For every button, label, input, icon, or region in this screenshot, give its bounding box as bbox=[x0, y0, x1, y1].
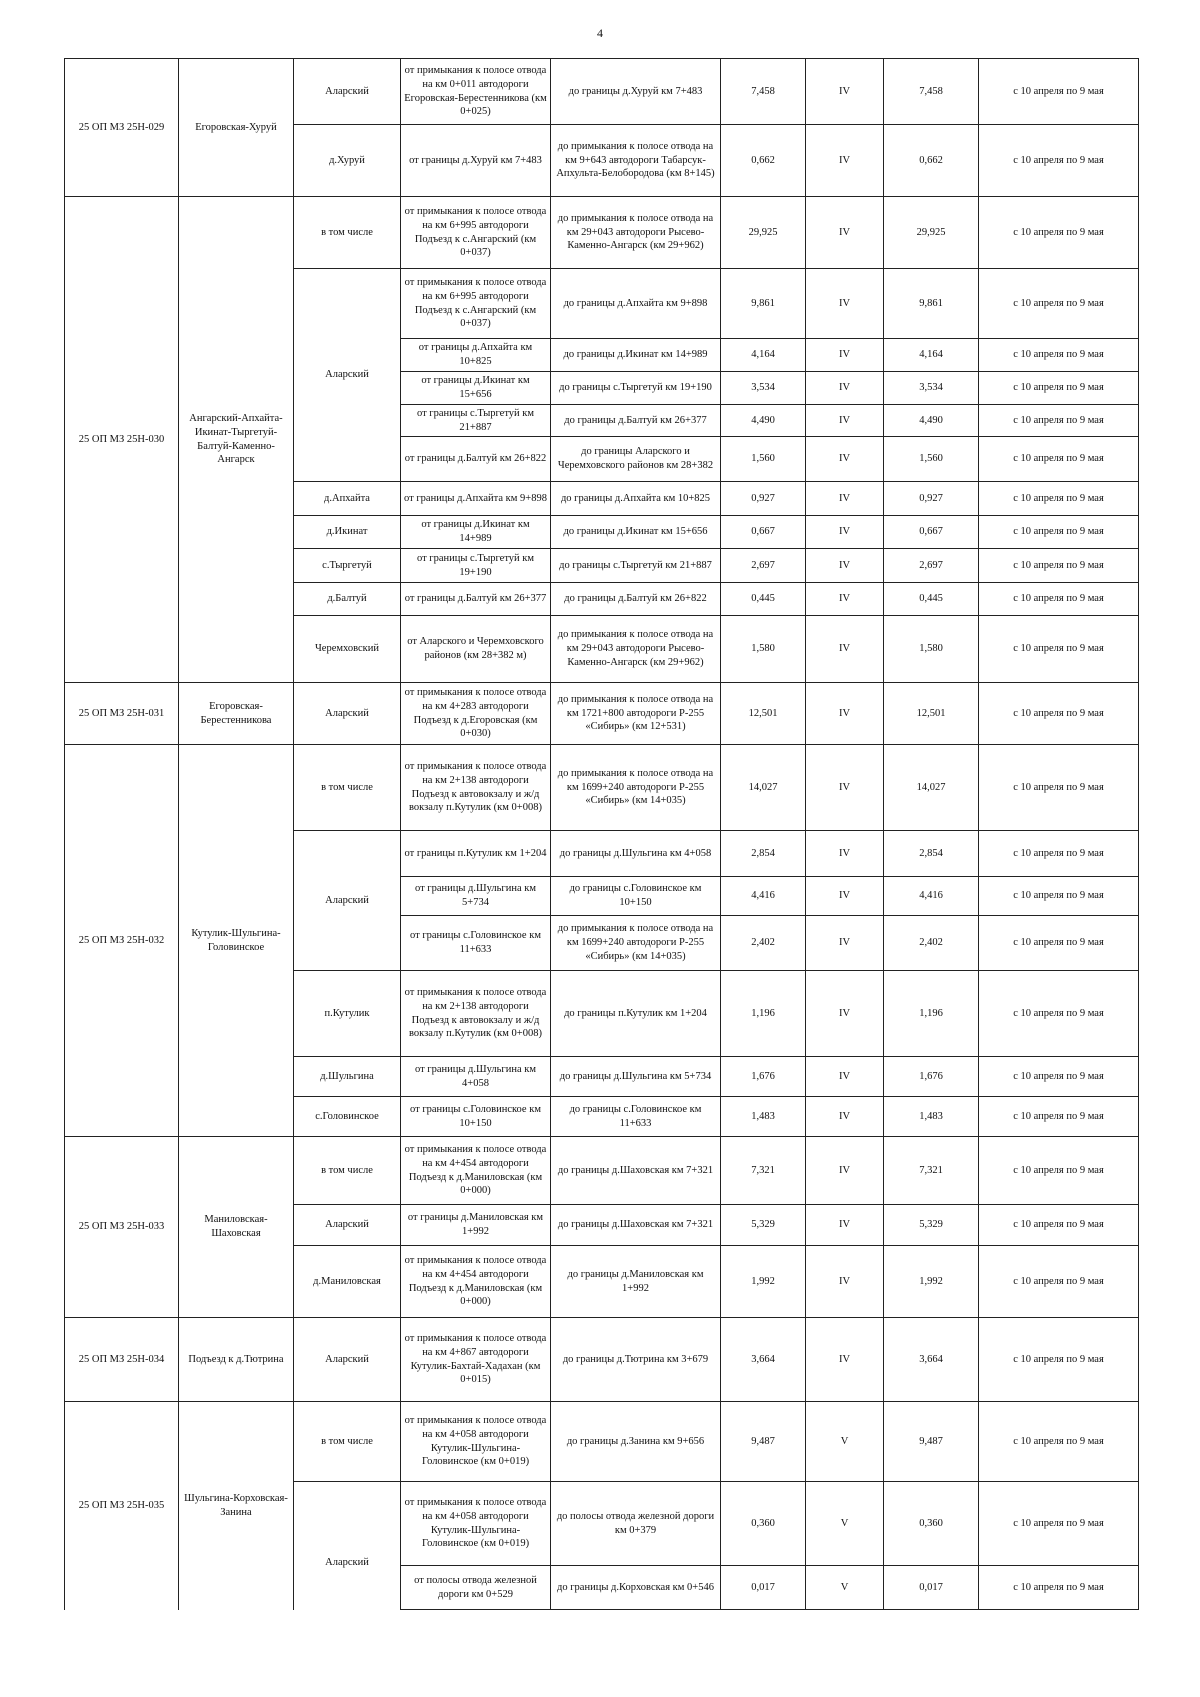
length-cell: 1,992 bbox=[721, 1246, 806, 1318]
category-cell: V bbox=[806, 1402, 884, 1482]
to-cell: до примыкания к полосе отвода на км 29+043 автодороги Рысево-Каменно-Ангарск (км 29+962) bbox=[551, 197, 721, 269]
from-cell: от примыкания к полосе отвода на км 4+283 автодороги Подъезд к д.Егоровская (км 0+030) bbox=[401, 683, 551, 745]
length-cell: 1,580 bbox=[721, 616, 806, 683]
district-cell: в том числе bbox=[294, 197, 401, 269]
category-cell: IV bbox=[806, 831, 884, 877]
district-cell: Аларский bbox=[294, 1482, 401, 1610]
road-code: 25 ОП МЗ 25Н-034 bbox=[65, 1318, 179, 1402]
to-cell: до границы д.Шаховская км 7+321 bbox=[551, 1137, 721, 1205]
period-cell: с 10 апреля по 9 мая bbox=[979, 1137, 1139, 1205]
district-cell: п.Кутулик bbox=[294, 971, 401, 1057]
page-number: 4 bbox=[597, 26, 603, 40]
to-cell: до границы д.Икинат км 15+656 bbox=[551, 516, 721, 549]
period-cell: с 10 апреля по 9 мая bbox=[979, 549, 1139, 583]
period-cell: с 10 апреля по 9 мая bbox=[979, 1205, 1139, 1246]
restricted-length-cell: 1,676 bbox=[884, 1057, 979, 1097]
road-code: 25 ОП МЗ 25Н-035 bbox=[65, 1402, 179, 1610]
from-cell: от границы с.Головинское км 10+150 bbox=[401, 1097, 551, 1137]
category-cell: IV bbox=[806, 616, 884, 683]
period-cell: с 10 апреля по 9 мая bbox=[979, 1057, 1139, 1097]
category-cell: IV bbox=[806, 583, 884, 616]
district-cell: Аларский bbox=[294, 683, 401, 745]
from-cell: от примыкания к полосе отвода на км 4+058 автодороги Кутулик-Шульгина-Головинское (км 0+019) bbox=[401, 1402, 551, 1482]
district-cell: в том числе bbox=[294, 745, 401, 831]
category-cell: IV bbox=[806, 1246, 884, 1318]
restricted-length-cell: 2,854 bbox=[884, 831, 979, 877]
from-cell: от границы д.Маниловская км 1+992 bbox=[401, 1205, 551, 1246]
length-cell: 3,664 bbox=[721, 1318, 806, 1402]
category-cell: IV bbox=[806, 405, 884, 437]
to-cell: до границы д.Шульгина км 4+058 bbox=[551, 831, 721, 877]
from-cell: от границы д.Балтуй км 26+822 bbox=[401, 437, 551, 482]
to-cell: до границы д.Апхайта км 10+825 bbox=[551, 482, 721, 516]
road-name: Ангарский-Апхайта-Икинат-Тыргетуй-Балтуй-Каменно-Ангарск bbox=[179, 197, 294, 683]
district-cell: д.Балтуй bbox=[294, 583, 401, 616]
to-cell: до примыкания к полосе отвода на км 1721+800 автодороги Р-255 «Сибирь» (км 12+531) bbox=[551, 683, 721, 745]
to-cell: до границы с.Тыргетуй км 19+190 bbox=[551, 372, 721, 405]
length-cell: 9,487 bbox=[721, 1402, 806, 1482]
period-cell: с 10 апреля по 9 мая bbox=[979, 59, 1139, 125]
road-code: 25 ОП МЗ 25Н-033 bbox=[65, 1137, 179, 1318]
to-cell: до примыкания к полосе отвода на км 9+643 автодороги Табарсук-Апхульта-Белобородова (км 8+145) bbox=[551, 125, 721, 197]
length-cell: 14,027 bbox=[721, 745, 806, 831]
category-cell: IV bbox=[806, 1318, 884, 1402]
restricted-length-cell: 0,667 bbox=[884, 516, 979, 549]
length-cell: 1,196 bbox=[721, 971, 806, 1057]
to-cell: до границы д.Хуруй км 7+483 bbox=[551, 59, 721, 125]
table-row bbox=[65, 1137, 1139, 1205]
category-cell: IV bbox=[806, 1097, 884, 1137]
to-cell: до границы д.Шульгина км 5+734 bbox=[551, 1057, 721, 1097]
road-name: Кутулик-Шульгина-Головинское bbox=[179, 745, 294, 1137]
from-cell: от примыкания к полосе отвода на км 6+995 автодороги Подъезд к с.Ангарский (км 0+037) bbox=[401, 269, 551, 339]
to-cell: до границы д.Балтуй км 26+377 bbox=[551, 405, 721, 437]
restricted-length-cell: 7,321 bbox=[884, 1137, 979, 1205]
category-cell: IV bbox=[806, 372, 884, 405]
from-cell: от примыкания к полосе отвода на км 2+138 автодороги Подъезд к автовокзалу и ж/д вокзалу п.Кутулик (км 0+008) bbox=[401, 745, 551, 831]
restricted-length-cell: 2,402 bbox=[884, 916, 979, 971]
length-cell: 2,697 bbox=[721, 549, 806, 583]
restricted-length-cell: 7,458 bbox=[884, 59, 979, 125]
length-cell: 7,458 bbox=[721, 59, 806, 125]
table-row bbox=[65, 1402, 1139, 1482]
to-cell: до границы д.Балтуй км 26+822 bbox=[551, 583, 721, 616]
period-cell: с 10 апреля по 9 мая bbox=[979, 482, 1139, 516]
period-cell: с 10 апреля по 9 мая bbox=[979, 1402, 1139, 1482]
road-name: Егоровская-Хуруй bbox=[179, 59, 294, 197]
from-cell: от примыкания к полосе отвода на км 4+867 автодороги Кутулик-Бахтай-Хадахан (км 0+015) bbox=[401, 1318, 551, 1402]
district-cell: Аларский bbox=[294, 269, 401, 482]
length-cell: 9,861 bbox=[721, 269, 806, 339]
restricted-length-cell: 1,560 bbox=[884, 437, 979, 482]
from-cell: от примыкания к полосе отвода на км 2+138 автодороги Подъезд к автовокзалу и ж/д вокзалу п.Кутулик (км 0+008) bbox=[401, 971, 551, 1057]
category-cell: IV bbox=[806, 916, 884, 971]
length-cell: 3,534 bbox=[721, 372, 806, 405]
length-cell: 1,560 bbox=[721, 437, 806, 482]
from-cell: от примыкания к полосе отвода на км 4+058 автодороги Кутулик-Шульгина-Головинское (км 0+019) bbox=[401, 1482, 551, 1566]
length-cell: 4,490 bbox=[721, 405, 806, 437]
period-cell: с 10 апреля по 9 мая bbox=[979, 125, 1139, 197]
road-code: 25 ОП МЗ 25Н-032 bbox=[65, 745, 179, 1137]
restricted-length-cell: 3,664 bbox=[884, 1318, 979, 1402]
length-cell: 0,662 bbox=[721, 125, 806, 197]
period-cell: с 10 апреля по 9 мая bbox=[979, 1318, 1139, 1402]
to-cell: до границы д.Маниловская км 1+992 bbox=[551, 1246, 721, 1318]
to-cell: до границы д.Корховская км 0+546 bbox=[551, 1566, 721, 1610]
category-cell: IV bbox=[806, 1205, 884, 1246]
length-cell: 5,329 bbox=[721, 1205, 806, 1246]
to-cell: до примыкания к полосе отвода на км 1699+240 автодороги Р-255 «Сибирь» (км 14+035) bbox=[551, 745, 721, 831]
restricted-length-cell: 1,580 bbox=[884, 616, 979, 683]
length-cell: 0,360 bbox=[721, 1482, 806, 1566]
from-cell: от примыкания к полосе отвода на км 6+995 автодороги Подъезд к с.Ангарский (км 0+037) bbox=[401, 197, 551, 269]
restricted-length-cell: 0,445 bbox=[884, 583, 979, 616]
restricted-length-cell: 0,662 bbox=[884, 125, 979, 197]
restricted-length-cell: 1,483 bbox=[884, 1097, 979, 1137]
district-cell: Аларский bbox=[294, 1318, 401, 1402]
category-cell: IV bbox=[806, 269, 884, 339]
district-cell: д.Хуруй bbox=[294, 125, 401, 197]
from-cell: от границы с.Головинское км 11+633 bbox=[401, 916, 551, 971]
road-name: Егоровская-Берестенникова bbox=[179, 683, 294, 745]
table-row bbox=[65, 59, 1139, 125]
category-cell: IV bbox=[806, 683, 884, 745]
district-cell: с.Тыргетуй bbox=[294, 549, 401, 583]
restricted-length-cell: 14,027 bbox=[884, 745, 979, 831]
to-cell: до границы п.Кутулик км 1+204 bbox=[551, 971, 721, 1057]
from-cell: от границы д.Шульгина км 4+058 bbox=[401, 1057, 551, 1097]
period-cell: с 10 апреля по 9 мая bbox=[979, 1246, 1139, 1318]
from-cell: от границы д.Икинат км 15+656 bbox=[401, 372, 551, 405]
category-cell: V bbox=[806, 1482, 884, 1566]
to-cell: до границы д.Апхайта км 9+898 bbox=[551, 269, 721, 339]
from-cell: от полосы отвода железной дороги км 0+529 bbox=[401, 1566, 551, 1610]
length-cell: 1,483 bbox=[721, 1097, 806, 1137]
period-cell: с 10 апреля по 9 мая bbox=[979, 1097, 1139, 1137]
period-cell: с 10 апреля по 9 мая bbox=[979, 405, 1139, 437]
to-cell: до границы с.Тыргетуй км 21+887 bbox=[551, 549, 721, 583]
from-cell: от примыкания к полосе отвода на км 4+454 автодороги Подъезд к д.Маниловская (км 0+000) bbox=[401, 1246, 551, 1318]
period-cell: с 10 апреля по 9 мая bbox=[979, 339, 1139, 372]
from-cell: от границы с.Тыргетуй км 21+887 bbox=[401, 405, 551, 437]
length-cell: 2,402 bbox=[721, 916, 806, 971]
table-row bbox=[65, 197, 1139, 269]
category-cell: IV bbox=[806, 482, 884, 516]
length-cell: 0,445 bbox=[721, 583, 806, 616]
restricted-length-cell: 9,861 bbox=[884, 269, 979, 339]
restricted-length-cell: 0,360 bbox=[884, 1482, 979, 1566]
from-cell: от границы д.Апхайта км 9+898 bbox=[401, 482, 551, 516]
period-cell: с 10 апреля по 9 мая bbox=[979, 616, 1139, 683]
category-cell: IV bbox=[806, 197, 884, 269]
length-cell: 12,501 bbox=[721, 683, 806, 745]
district-cell: Аларский bbox=[294, 1205, 401, 1246]
from-cell: от границы д.Шульгина км 5+734 bbox=[401, 877, 551, 916]
category-cell: IV bbox=[806, 745, 884, 831]
category-cell: IV bbox=[806, 125, 884, 197]
to-cell: до границы с.Головинское км 10+150 bbox=[551, 877, 721, 916]
period-cell: с 10 апреля по 9 мая bbox=[979, 877, 1139, 916]
period-cell: с 10 апреля по 9 мая bbox=[979, 916, 1139, 971]
road-name: Подъезд к д.Тютрина bbox=[179, 1318, 294, 1402]
length-cell: 0,667 bbox=[721, 516, 806, 549]
restricted-length-cell: 4,164 bbox=[884, 339, 979, 372]
period-cell: с 10 апреля по 9 мая bbox=[979, 745, 1139, 831]
to-cell: до границы с.Головинское км 11+633 bbox=[551, 1097, 721, 1137]
district-cell: Черемховский bbox=[294, 616, 401, 683]
length-cell: 2,854 bbox=[721, 831, 806, 877]
restricted-length-cell: 12,501 bbox=[884, 683, 979, 745]
period-cell: с 10 апреля по 9 мая bbox=[979, 583, 1139, 616]
road-code: 25 ОП МЗ 25Н-031 bbox=[65, 683, 179, 745]
table-row bbox=[65, 1318, 1139, 1402]
restricted-length-cell: 9,487 bbox=[884, 1402, 979, 1482]
road-closure-table bbox=[64, 58, 1139, 1610]
category-cell: IV bbox=[806, 437, 884, 482]
category-cell: V bbox=[806, 1566, 884, 1610]
length-cell: 4,416 bbox=[721, 877, 806, 916]
road-name: Шульгина-Корховская-Занина bbox=[179, 1402, 294, 1610]
to-cell: до границы д.Икинат км 14+989 bbox=[551, 339, 721, 372]
from-cell: от примыкания к полосе отвода на км 4+454 автодороги Подъезд к д.Маниловская (км 0+000) bbox=[401, 1137, 551, 1205]
district-cell: д.Маниловская bbox=[294, 1246, 401, 1318]
restricted-length-cell: 29,925 bbox=[884, 197, 979, 269]
restricted-length-cell: 3,534 bbox=[884, 372, 979, 405]
period-cell: с 10 апреля по 9 мая bbox=[979, 683, 1139, 745]
period-cell: с 10 апреля по 9 мая bbox=[979, 1566, 1139, 1610]
from-cell: от границы д.Икинат км 14+989 bbox=[401, 516, 551, 549]
district-cell: с.Головинское bbox=[294, 1097, 401, 1137]
road-code: 25 ОП МЗ 25Н-030 bbox=[65, 197, 179, 683]
from-cell: от границы д.Балтуй км 26+377 bbox=[401, 583, 551, 616]
restricted-length-cell: 4,490 bbox=[884, 405, 979, 437]
period-cell: с 10 апреля по 9 мая bbox=[979, 516, 1139, 549]
restricted-length-cell: 4,416 bbox=[884, 877, 979, 916]
to-cell: до примыкания к полосе отвода на км 1699+240 автодороги Р-255 «Сибирь» (км 14+035) bbox=[551, 916, 721, 971]
to-cell: до полосы отвода железной дороги км 0+379 bbox=[551, 1482, 721, 1566]
to-cell: до границы д.Тютрина км 3+679 bbox=[551, 1318, 721, 1402]
from-cell: от границы д.Апхайта км 10+825 bbox=[401, 339, 551, 372]
category-cell: IV bbox=[806, 1057, 884, 1097]
district-cell: в том числе bbox=[294, 1137, 401, 1205]
length-cell: 0,017 bbox=[721, 1566, 806, 1610]
category-cell: IV bbox=[806, 516, 884, 549]
to-cell: до границы д.Шаховская км 7+321 bbox=[551, 1205, 721, 1246]
period-cell: с 10 апреля по 9 мая bbox=[979, 437, 1139, 482]
period-cell: с 10 апреля по 9 мая bbox=[979, 1482, 1139, 1566]
district-cell: в том числе bbox=[294, 1402, 401, 1482]
length-cell: 4,164 bbox=[721, 339, 806, 372]
from-cell: от границы д.Хуруй км 7+483 bbox=[401, 125, 551, 197]
to-cell: до границы д.Занина км 9+656 bbox=[551, 1402, 721, 1482]
period-cell: с 10 апреля по 9 мая bbox=[979, 831, 1139, 877]
table-row bbox=[65, 683, 1139, 745]
from-cell: от Аларского и Черемховского районов (км 28+382 м) bbox=[401, 616, 551, 683]
restricted-length-cell: 0,927 bbox=[884, 482, 979, 516]
restricted-length-cell: 1,196 bbox=[884, 971, 979, 1057]
period-cell: с 10 апреля по 9 мая bbox=[979, 197, 1139, 269]
period-cell: с 10 апреля по 9 мая bbox=[979, 269, 1139, 339]
category-cell: IV bbox=[806, 339, 884, 372]
category-cell: IV bbox=[806, 971, 884, 1057]
road-code: 25 ОП МЗ 25Н-029 bbox=[65, 59, 179, 197]
length-cell: 7,321 bbox=[721, 1137, 806, 1205]
period-cell: с 10 апреля по 9 мая bbox=[979, 971, 1139, 1057]
restricted-length-cell: 1,992 bbox=[884, 1246, 979, 1318]
restricted-length-cell: 2,697 bbox=[884, 549, 979, 583]
category-cell: IV bbox=[806, 1137, 884, 1205]
restricted-length-cell: 5,329 bbox=[884, 1205, 979, 1246]
length-cell: 1,676 bbox=[721, 1057, 806, 1097]
category-cell: IV bbox=[806, 59, 884, 125]
to-cell: до границы Аларского и Черемховского районов км 28+382 bbox=[551, 437, 721, 482]
length-cell: 0,927 bbox=[721, 482, 806, 516]
to-cell: до примыкания к полосе отвода на км 29+043 автодороги Рысево-Каменно-Ангарск (км 29+962) bbox=[551, 616, 721, 683]
district-cell: д.Икинат bbox=[294, 516, 401, 549]
category-cell: IV bbox=[806, 549, 884, 583]
district-cell: Аларский bbox=[294, 831, 401, 971]
road-name: Маниловская-Шаховская bbox=[179, 1137, 294, 1318]
length-cell: 29,925 bbox=[721, 197, 806, 269]
period-cell: с 10 апреля по 9 мая bbox=[979, 372, 1139, 405]
from-cell: от границы п.Кутулик км 1+204 bbox=[401, 831, 551, 877]
district-cell: д.Апхайта bbox=[294, 482, 401, 516]
restricted-length-cell: 0,017 bbox=[884, 1566, 979, 1610]
table-row bbox=[65, 745, 1139, 831]
district-cell: Аларский bbox=[294, 59, 401, 125]
from-cell: от примыкания к полосе отвода на км 0+011 автодороги Егоровская-Берестенникова (км 0+025) bbox=[401, 59, 551, 125]
category-cell: IV bbox=[806, 877, 884, 916]
district-cell: д.Шульгина bbox=[294, 1057, 401, 1097]
from-cell: от границы с.Тыргетуй км 19+190 bbox=[401, 549, 551, 583]
